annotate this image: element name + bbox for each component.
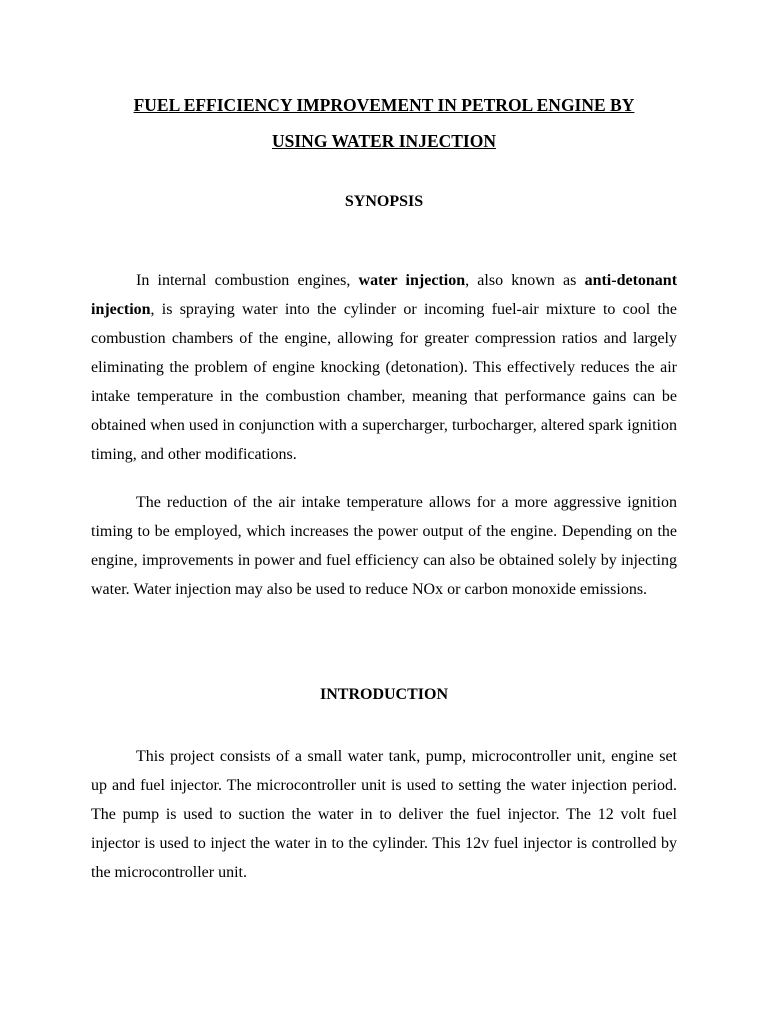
synopsis-text-1: In internal combustion engines, [136, 272, 359, 289]
introduction-heading: INTRODUCTION [319, 686, 448, 703]
synopsis-paragraph-2: The reduction of the air intake temperature allows for a more aggressive ignition timing to be employed, which increases the power output of the engine. Depending on the engine, improvements in power and fuel efficiency can also be obtained solely by injecting water. Water injection may also be used to reduce NOx or carbon monoxide emissions. [91, 494, 677, 598]
synopsis-text-2: , also known as [465, 272, 585, 289]
document-title-line-2: USING WATER INJECTION [272, 131, 496, 151]
term-anti-detonant-injection: anti-detonant injection [91, 272, 678, 318]
synopsis-text-3: , is spraying water into the cylinder or incoming fuel-air mixture to cool the combustion chambers of the engine, allowing for greater compression ratios and largely eliminating the problem of engine knocking (detonation). This effectively reduces the air intake temperature in the combustion chamber, meaning that performance gains can be obtained when used in conjunction with a supercharger, turbocharger, altered spark ignition timing, and other modifications. [91, 301, 677, 463]
introduction-paragraph-1: This project consists of a small water tank, pump, microcontroller unit, engine set up and fuel injector. The microcontroller unit is used to setting the water injection period. The pump is used to suction the water in to deliver the fuel injector. The 12 volt fuel injector is used to inject the water in to the cylinder. This 12v fuel injector is controlled by the microcontroller unit. [91, 748, 677, 881]
synopsis-paragraph-1 [91, 266, 677, 469]
document-title-line-1: FUEL EFFICIENCY IMPROVEMENT IN PETROL ENGINE BY [133, 95, 635, 115]
synopsis-heading: SYNOPSIS [344, 193, 424, 210]
term-water-injection: water injection [358, 272, 466, 289]
